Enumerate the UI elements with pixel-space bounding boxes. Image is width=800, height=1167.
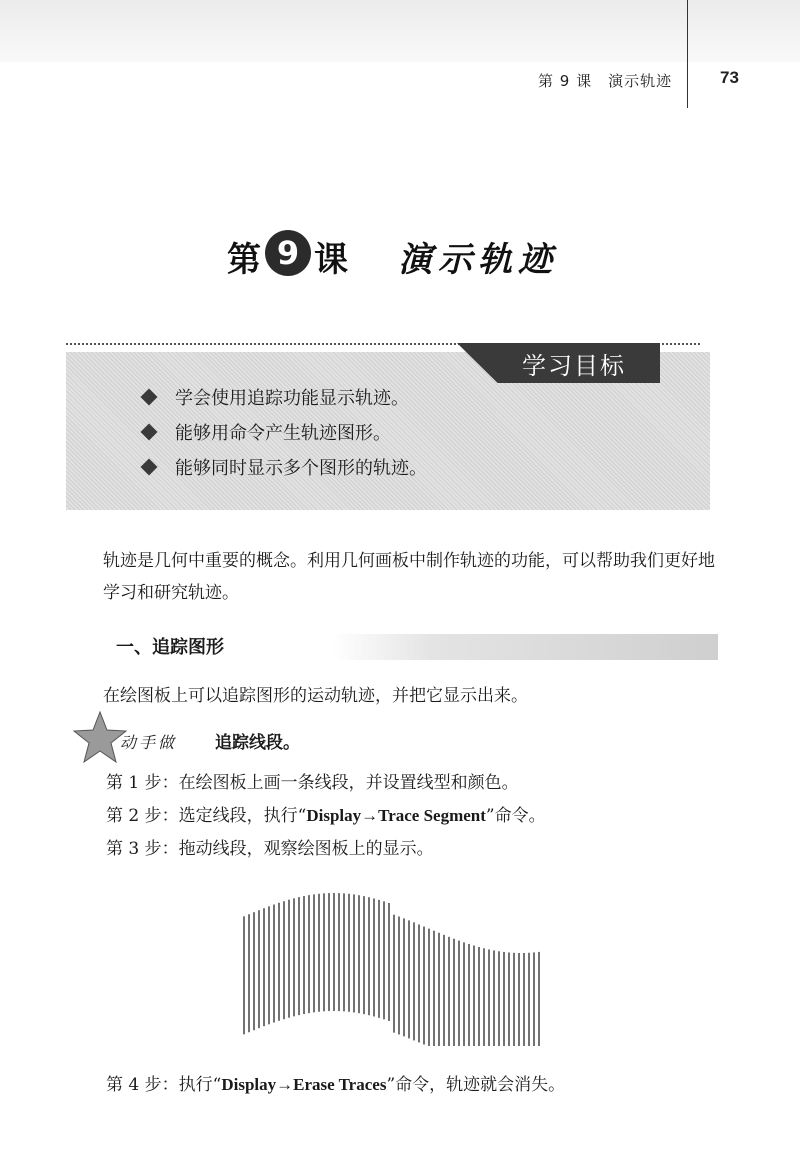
goal-text: 能够用命令产生轨迹图形。 [175,423,391,444]
diamond-bullet-icon [141,459,158,476]
lesson-number-badge: 9 [265,230,311,276]
section-heading: 一、追踪图形 [116,637,224,658]
step-prefix: 第 3 步： [106,839,179,859]
step-3 [106,834,434,859]
step-prefix: 第 4 步： [106,1075,179,1095]
step-4 [106,1070,565,1095]
step-text: ”命令。 [485,806,546,826]
goals-heading: 学习目标 [522,352,626,380]
goal-text: 能够同时显示多个图形的轨迹。 [175,458,427,479]
page-top-shading [0,0,800,62]
step-prefix: 第 1 步： [106,773,179,793]
segment-trace-figure [240,888,546,1048]
menu-command: Display→Trace Segment [306,806,486,825]
diamond-bullet-icon [141,389,158,406]
header-divider [687,0,688,108]
step-prefix: 第 2 步： [106,806,179,826]
section-paragraph: 在绘图板上可以追踪图形的运动轨迹，并把它显示出来。 [103,686,528,706]
step-text: 在绘图板上画一条线段，并设置线型和颜色。 [178,773,519,793]
step-2 [106,801,546,826]
step-1 [106,768,519,793]
activity-title: 追踪线段。 [215,733,300,753]
goal-item [143,421,427,456]
intro-paragraph: 轨迹是几何中重要的概念。利用几何画板中制作轨迹的功能，可以帮助我们更好地学习和研究轨迹。 [103,551,715,603]
page-number: 73 [720,68,739,87]
step-text: ”命令，轨迹就会消失。 [386,1075,566,1095]
title-prefix: 第 [227,240,261,280]
title-suffix: 课 [314,240,348,280]
title-name: 演示轨迹 [398,240,558,280]
goal-item [143,386,427,421]
running-header: 第 9 课 演示轨迹 [538,72,673,90]
goals-list [143,386,427,491]
menu-command: Display→Erase Traces [221,1075,387,1094]
goal-item [143,456,427,491]
lesson-title [0,232,800,282]
step-text: 拖动线段，观察绘图板上的显示。 [178,839,434,859]
step-text: 执行“ [178,1075,222,1095]
goal-text: 学会使用追踪功能显示轨迹。 [175,388,409,409]
activity-label: 动手做 [120,733,178,752]
step-text: 选定线段，执行“ [178,806,307,826]
diamond-bullet-icon [141,424,158,441]
